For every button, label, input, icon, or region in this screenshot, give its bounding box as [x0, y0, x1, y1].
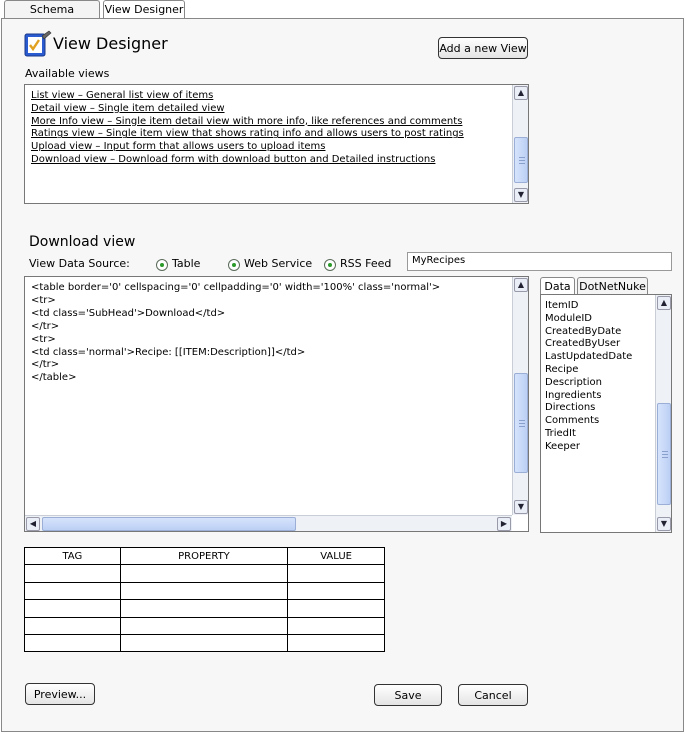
cell-tag[interactable] [25, 582, 121, 599]
cancel-button[interactable]: Cancel [458, 684, 528, 706]
code-line: <td class='normal'>Recipe: [[ITEM:Description]]</td> [31, 346, 306, 358]
table-row[interactable] [25, 565, 385, 582]
cell-value[interactable] [288, 634, 385, 651]
cell-property[interactable] [120, 634, 288, 651]
cell-tag[interactable] [25, 634, 121, 651]
arrow-up-icon[interactable]: ▲ [514, 86, 528, 100]
add-new-view-button[interactable]: Add a new View [438, 37, 528, 59]
scrollbar-thumb[interactable] [514, 373, 528, 473]
views-list-items [31, 90, 464, 167]
field-item[interactable]: ModuleID [545, 312, 593, 324]
data-source-input[interactable]: MyRecipes [407, 252, 672, 271]
cell-property[interactable] [120, 600, 288, 617]
code-line: <tr> [31, 294, 56, 306]
code-line: </table> [31, 372, 77, 384]
code-line: <table border='0' cellspacing='0' cellpadding='0' width='100%' class='normal'> [31, 282, 441, 293]
fields-items [545, 300, 632, 454]
field-item[interactable]: Directions [545, 402, 596, 414]
radio-table[interactable] [156, 259, 168, 271]
data-source-label: View Data Source: [29, 257, 130, 270]
available-views-list[interactable] [24, 84, 529, 204]
fields-list[interactable] [540, 294, 672, 533]
table-row[interactable] [25, 600, 385, 617]
tab-data[interactable]: Data [540, 277, 575, 295]
code-line: </tr> [31, 320, 60, 332]
view-link-download[interactable]: Download view – Download form with download button and Detailed instructions [31, 153, 436, 165]
field-item[interactable]: LastUpdatedDate [545, 351, 633, 363]
editor-code[interactable] [31, 282, 440, 385]
code-line: </tr> [31, 359, 60, 371]
cell-tag[interactable] [25, 600, 121, 617]
field-item[interactable]: TriedIt [545, 427, 576, 439]
code-line: <tr> [31, 333, 56, 345]
field-item[interactable]: ItemID [545, 300, 579, 311]
tab-schema-designer[interactable]: Schema [4, 0, 100, 19]
arrow-up-icon[interactable]: ▲ [514, 278, 528, 292]
scrollbar-thumb[interactable] [42, 517, 296, 531]
radio-web-service-label: Web Service [244, 257, 313, 270]
scrollbar-thumb[interactable] [514, 137, 528, 183]
radio-rss-feed[interactable] [324, 259, 336, 271]
cell-value[interactable] [288, 600, 385, 617]
cell-value[interactable] [288, 617, 385, 634]
table-row[interactable] [25, 582, 385, 599]
field-item[interactable]: Keeper [545, 440, 580, 452]
save-button[interactable]: Save [374, 684, 442, 706]
table-header-row [25, 548, 385, 565]
template-editor[interactable] [24, 276, 529, 532]
column-header-tag: TAG [25, 548, 121, 565]
column-header-value: VALUE [288, 548, 385, 565]
view-link-upload[interactable]: Upload view – Input form that allows users to upload items [31, 141, 326, 153]
view-link-list[interactable]: List view – General list view of items [31, 90, 214, 101]
page-title: View Designer [53, 34, 168, 53]
view-link-detail[interactable]: Detail view – Single item detailed view [31, 102, 225, 114]
property-table [24, 547, 385, 652]
code-line: <td class='SubHead'>Download</td> [31, 307, 226, 319]
radio-web-service[interactable] [228, 259, 240, 271]
preview-button[interactable]: Preview... [25, 683, 95, 705]
table-row[interactable] [25, 617, 385, 634]
arrow-left-icon[interactable]: ◀ [26, 517, 40, 531]
arrow-down-icon[interactable]: ▼ [657, 517, 671, 531]
current-view-title: Download view [29, 234, 136, 250]
field-item[interactable]: Ingredients [545, 389, 602, 401]
arrow-down-icon[interactable]: ▼ [514, 500, 528, 514]
scrollbar-thumb[interactable] [657, 403, 671, 505]
field-item[interactable]: Comments [545, 415, 600, 427]
checklist-pen-icon [22, 30, 52, 60]
field-item[interactable]: CreatedByUser [545, 338, 621, 350]
arrow-down-icon[interactable]: ▼ [514, 188, 528, 202]
cell-tag[interactable] [25, 617, 121, 634]
view-link-more-info[interactable]: More Info view – Single item detail view with more info, like references and comments [31, 115, 463, 127]
field-item[interactable]: CreatedByDate [545, 325, 622, 337]
column-header-property: PROPERTY [120, 548, 288, 565]
tab-view-designer[interactable]: View Designer [103, 0, 185, 19]
radio-table-label: Table [172, 257, 201, 270]
editor-horizontal-scrollbar[interactable] [25, 515, 512, 531]
fields-scrollbar[interactable] [655, 295, 671, 532]
view-link-ratings[interactable]: Ratings view – Single item view that shows rating info and allows users to post ratings [31, 128, 464, 140]
cell-property[interactable] [120, 617, 288, 634]
arrow-up-icon[interactable]: ▲ [657, 296, 671, 310]
cell-value[interactable] [288, 565, 385, 582]
cell-value[interactable] [288, 582, 385, 599]
editor-vertical-scrollbar[interactable] [512, 277, 528, 515]
field-item[interactable]: Description [545, 376, 602, 388]
views-list-scrollbar[interactable] [512, 85, 528, 203]
tab-dotnetnuke[interactable]: DotNetNuke [577, 277, 648, 295]
arrow-right-icon[interactable]: ▶ [497, 517, 511, 531]
field-item[interactable]: Recipe [545, 363, 579, 375]
cell-tag[interactable] [25, 565, 121, 582]
available-views-label: Available views [25, 67, 110, 80]
table-row[interactable] [25, 634, 385, 651]
radio-rss-feed-label: RSS Feed [340, 257, 392, 270]
cell-property[interactable] [120, 565, 288, 582]
cell-property[interactable] [120, 582, 288, 599]
